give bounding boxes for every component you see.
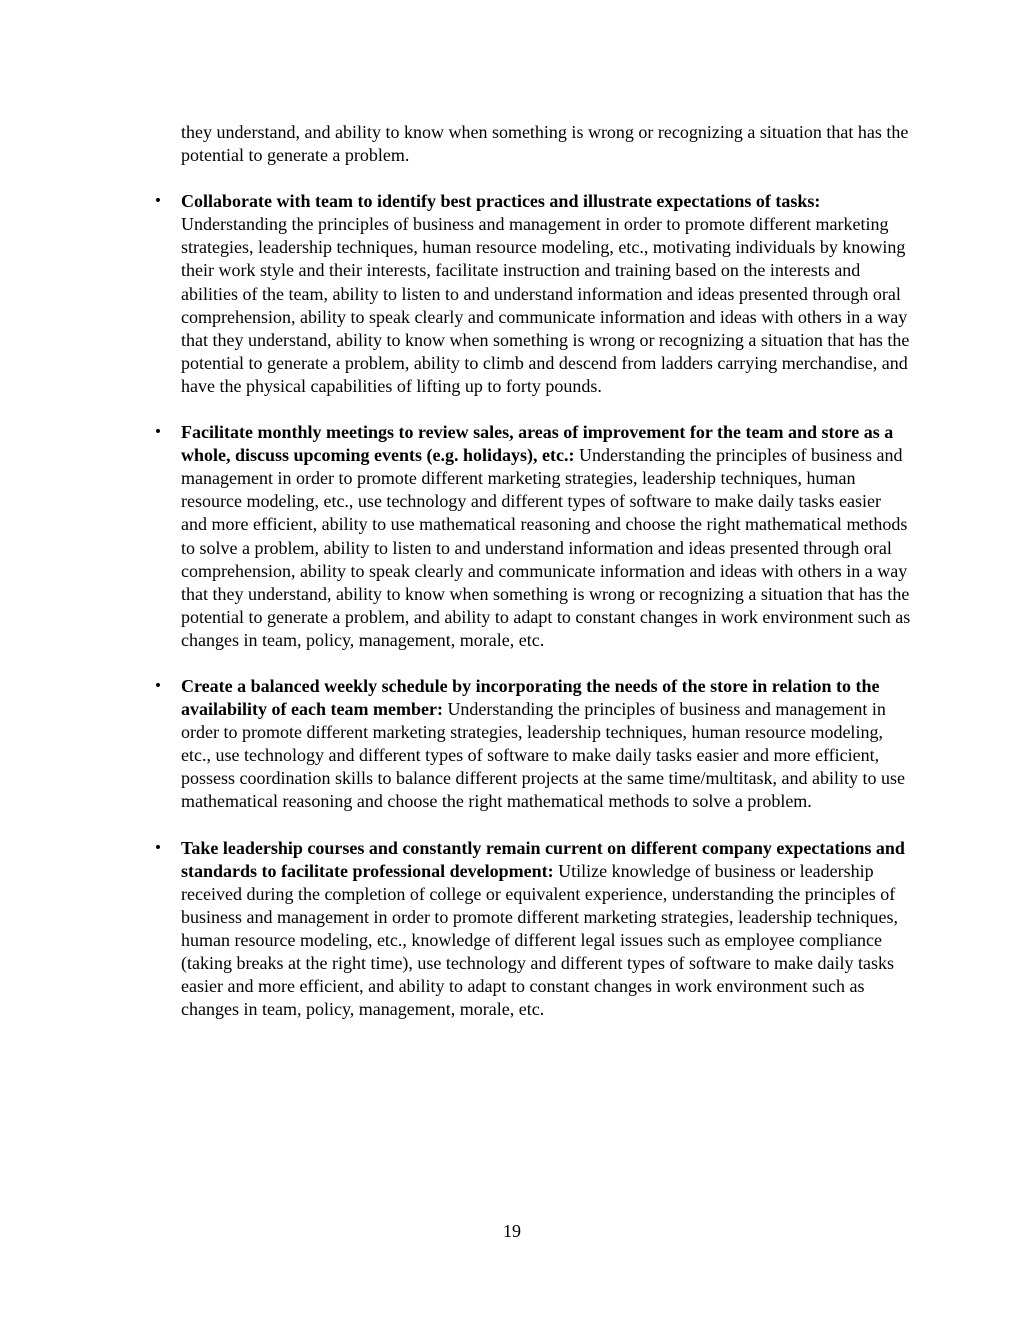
bullet-icon: • [153, 839, 163, 856]
list-item-heading: Create a balanced weekly schedule by incorporating the needs of the store in relation to the availability of each team member: [181, 675, 880, 720]
list-item-text [181, 675, 911, 814]
list-item-heading: Take leadership courses and constantly remain current on different company expectations and standards to facilitate professional development: [181, 837, 905, 881]
bullet-icon: • [153, 424, 163, 441]
list-item-body: Utilize knowledge of business or leadership received during the completion of college or equivalent experience, understanding the principles of business and management in order to promote different marketing strategies, leadership techniques, human resource modeling, etc., knowledge of different legal issues such as employee compliance (taking breaks at the right time), use technology and different types of software to make daily tasks easier and more efficient, and ability to adapt to constant changes in work environment such as changes in team, policy, management, morale, etc. [181, 860, 898, 1020]
list-item-text [181, 837, 911, 1022]
list-item-body: Understanding the principles of business and management in order to promote different marketing strategies, leadership techniques, human resource modeling, etc., use technology and different types of software to make daily tasks easier and more efficient, possess coordination skills to balance different projects at the same time/multitask, and ability to use mathematical reasoning and choose the right mathematical methods to solve a problem. [181, 699, 906, 812]
list-item-text [181, 421, 911, 652]
list-item-heading: Collaborate with team to identify best practices and illustrate expectations of tasks: [181, 191, 821, 212]
continuation-paragraph: they understand, and ability to know when something is wrong or recognizing a situation that has the potential to generate a problem. [181, 122, 909, 166]
list-item [153, 190, 911, 398]
page-body [153, 121, 911, 1021]
list-item [153, 675, 911, 814]
list-item [153, 421, 911, 652]
list-item-body: Understanding the principles of business and management in order to promote different marketing strategies, leadership techniques, human resource modeling, etc., use technology and different types of software to make daily tasks easier and more efficient, ability to use mathematical reasoning and choose the right mathematical methods to solve a problem, ability to listen to and understand information and ideas presented through oral comprehension, ability to speak clearly and communicate information and ideas with others in a way that they understand, ability to know when something is wrong or recognizing a situation that has the potential to generate a problem, and ability to adapt to constant changes in work environment such as changes in team, policy, management, morale, etc. [181, 445, 911, 650]
page-number: 19 [503, 1221, 521, 1241]
list-item-text [181, 190, 911, 398]
list-item [153, 837, 911, 1022]
bullet-icon: • [153, 193, 163, 210]
list-item-heading: Facilitate monthly meetings to review sales, areas of improvement for the team and store as a whole, discuss upcoming events (e.g. holidays), etc.: [181, 422, 894, 466]
list-item-body: Understanding the principles of business and management in order to promote different marketing strategies, leadership techniques, human resource modeling, etc., motivating individuals by knowing their work style and their interests, facilitate instruction and training based on the interests and abilities of the team, ability to listen to and understand information and ideas presented through oral comprehension, ability to speak clearly and communicate information and ideas with others in a way that they understand, ability to know when something is wrong or recognizing a situation that has the potential to generate a problem, ability to climb and descend from ladders carrying merchandise, and have the physical capabilities of lifting up to forty pounds. [181, 214, 910, 396]
bullet-icon: • [153, 677, 163, 694]
